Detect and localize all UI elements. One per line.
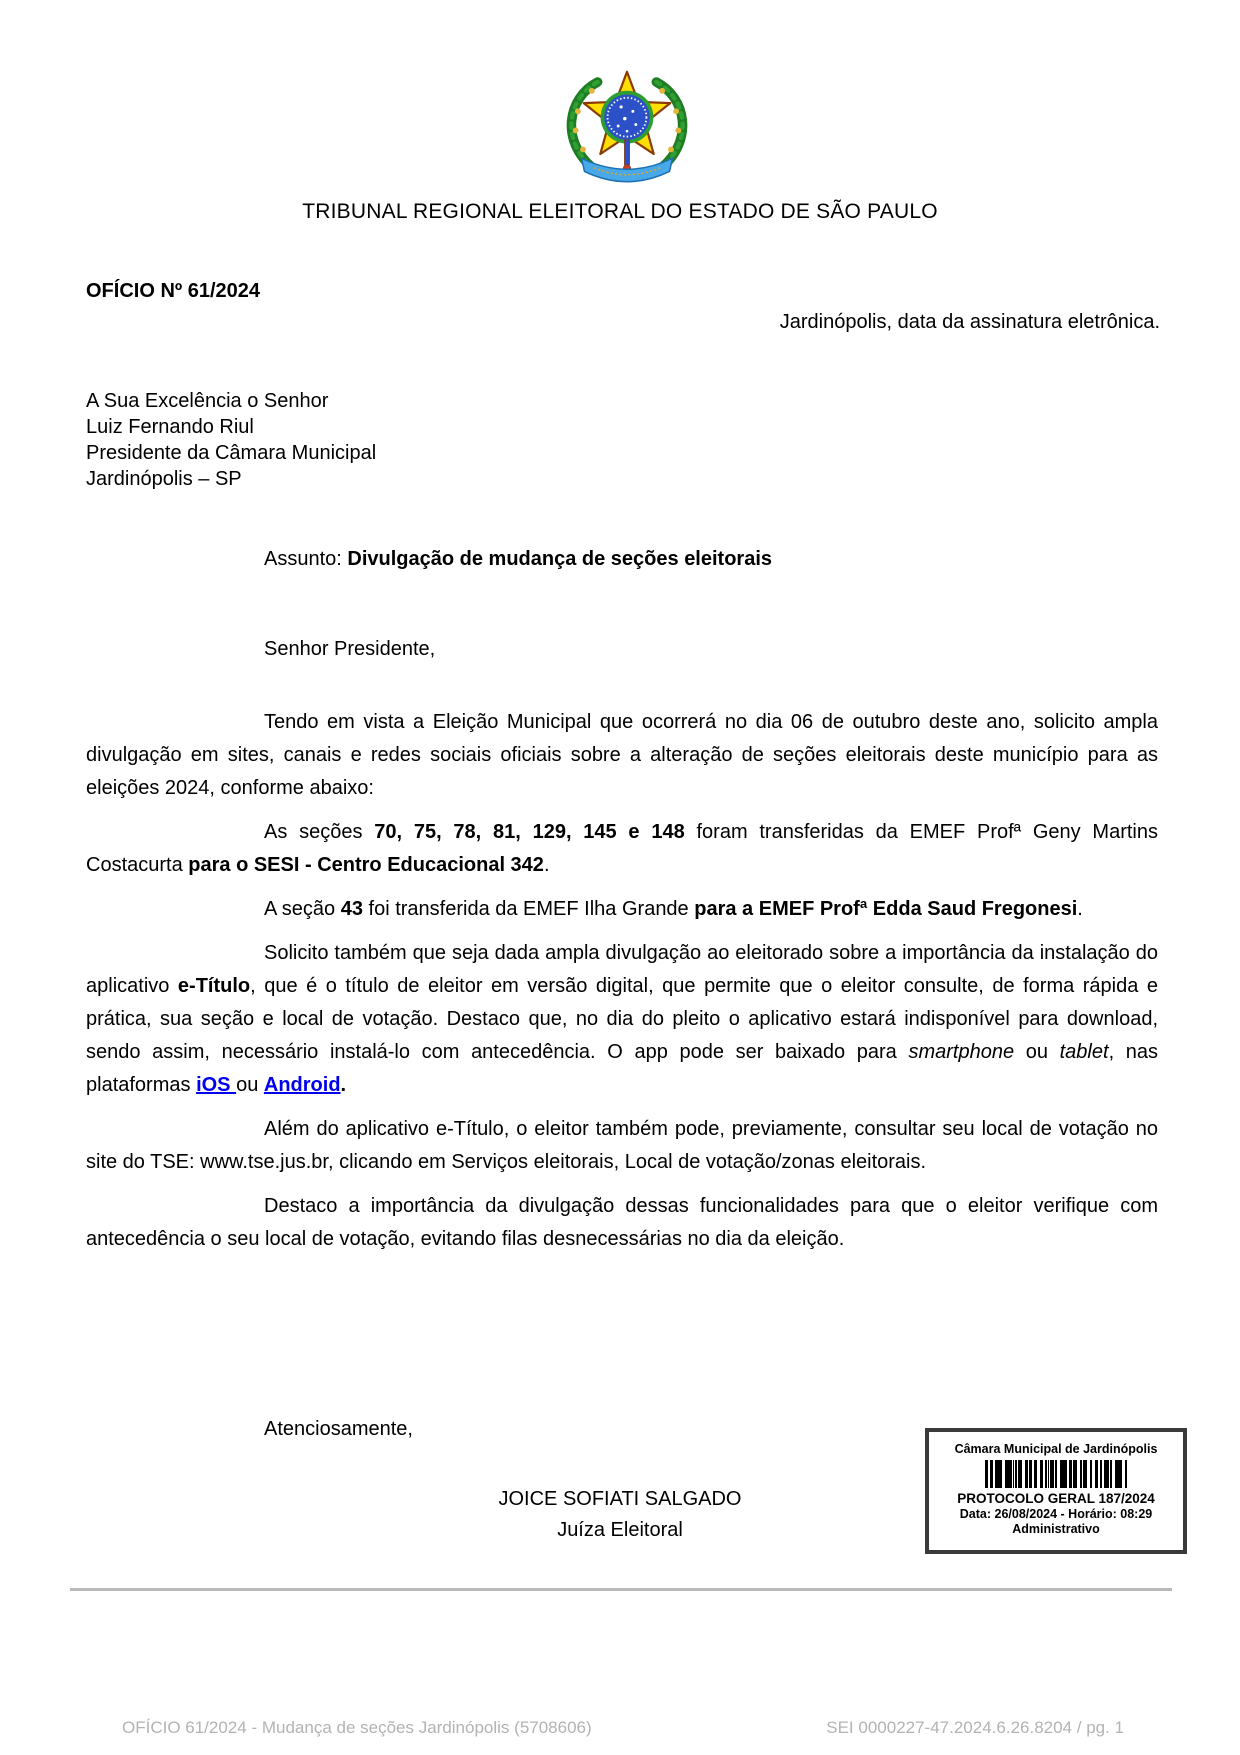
android-link[interactable]: Android [263, 1074, 341, 1096]
body-paragraph [86, 937, 1158, 1102]
text-run: e-Título [177, 975, 251, 997]
closing: Atenciosamente, [264, 1418, 413, 1440]
barcode-icon [985, 1460, 1127, 1488]
text-run: foi transferida da EMEF Ilha Grande [362, 898, 695, 920]
signer-title: Juíza Eleitoral [557, 1519, 683, 1541]
org-title: TRIBUNAL REGIONAL ELEITORAL DO ESTADO DE SÃO PAULO [302, 200, 938, 223]
text-run: 70, 75, 78, 81, 129, 145 e 148 [374, 821, 685, 843]
doc-number: OFÍCIO Nº 61/2024 [86, 280, 261, 302]
text-run: ou [236, 1074, 264, 1096]
stamp-category: Administrativo [1012, 1522, 1100, 1536]
addressee-block [86, 388, 376, 492]
text-run: Divulgação de mudança de seções eleitorais [347, 548, 773, 570]
text-run: . [1077, 898, 1083, 920]
text-run: A seção [264, 898, 341, 920]
letter-body [86, 706, 1158, 1267]
text-run: Tendo em vista a Eleição Municipal que ocorrerá no dia 06 de outubro deste ano, solicito ampla divulgação em sites, canais e redes sociais oficiais sobre a alteração de seções eleitorais deste município para as eleições 2024, conforme abaixo: [86, 711, 1158, 799]
addressee-line: Presidente da Câmara Municipal [86, 442, 377, 464]
body-paragraph [86, 706, 1158, 805]
text-run: Destaco a importância da divulgação dessas funcionalidades para que o eleitor verifique com antecedência o seu local de votação, evitando filas desnecessárias no dia da eleição. [86, 1195, 1158, 1250]
page-footer [122, 1718, 1124, 1738]
brazil-coat-of-arms-icon [552, 60, 702, 192]
body-paragraph [86, 816, 1158, 882]
text-run: , que é o título de eleitor em versão digital, que permite que o eleitor consulte, de forma rápida e prática, sua seção e local de votação. Destaco que, no dia do pleito o aplicativo estará indisponível para download, sendo assim, necessário instalá-lo com antecedência. O app pode ser baixado para [86, 975, 1158, 1063]
text-run: para a EMEF Profª Edda Saud Fregonesi [694, 898, 1078, 920]
text-run: para o SESI - Centro Educacional 342 [188, 854, 544, 876]
stamp-protocol: PROTOCOLO GERAL 187/2024 [957, 1491, 1155, 1506]
stamp-datetime: Data: 26/08/2024 - Horário: 08:29 [959, 1507, 1153, 1521]
salutation: Senhor Presidente, [264, 638, 436, 660]
footer-doc-reference: OFÍCIO 61/2024 - Mudança de seções Jardinópolis (5708606) [122, 1718, 592, 1737]
text-run: tablet [1059, 1041, 1109, 1063]
text-run: ou [1014, 1041, 1060, 1063]
footer-sei-reference: SEI 0000227-47.2024.6.26.8204 / pg. 1 [826, 1718, 1124, 1737]
stamp-org-name: Câmara Municipal de Jardinópolis [954, 1442, 1158, 1456]
text-run: As seções [264, 821, 375, 843]
footer-divider [70, 1588, 1172, 1591]
signer-name: JOICE SOFIATI SALGADO [498, 1488, 742, 1510]
text-run: Além do aplicativo e-Título, o eleitor também pode, previamente, consultar seu local de votação no site do TSE: www.tse.jus.br, clicando em Serviços eleitorais, Local de votação/zonas eleitorais. [86, 1118, 1158, 1173]
addressee-line: Luiz Fernando Riul [86, 416, 254, 438]
text-run: smartphone [908, 1041, 1015, 1063]
place-date-line: Jardinópolis, data da assinatura eletrônica. [779, 311, 1160, 333]
text-run: Solicito também que seja dada ampla divulgação ao eleitorado sobre a importância da instalação do aplicativo [86, 942, 1158, 997]
addressee-line: Jardinópolis – SP [86, 468, 242, 490]
addressee-line: A Sua Excelência o Senhor [86, 390, 329, 412]
body-paragraph [86, 893, 1158, 926]
text-run: Assunto: [264, 548, 348, 570]
protocol-stamp [925, 1428, 1187, 1554]
text-run: . [340, 1074, 347, 1096]
subject-line [264, 548, 772, 571]
body-paragraph [86, 1113, 1158, 1179]
text-run: , nas plataformas [86, 1041, 1159, 1096]
text-run: 43 [340, 898, 363, 920]
ios-link[interactable]: iOS [196, 1074, 237, 1096]
text-run: foram transferidas da EMEF Profª Geny Martins Costacurta [86, 821, 1158, 876]
text-run: . [543, 854, 550, 876]
body-paragraph [86, 1190, 1158, 1256]
